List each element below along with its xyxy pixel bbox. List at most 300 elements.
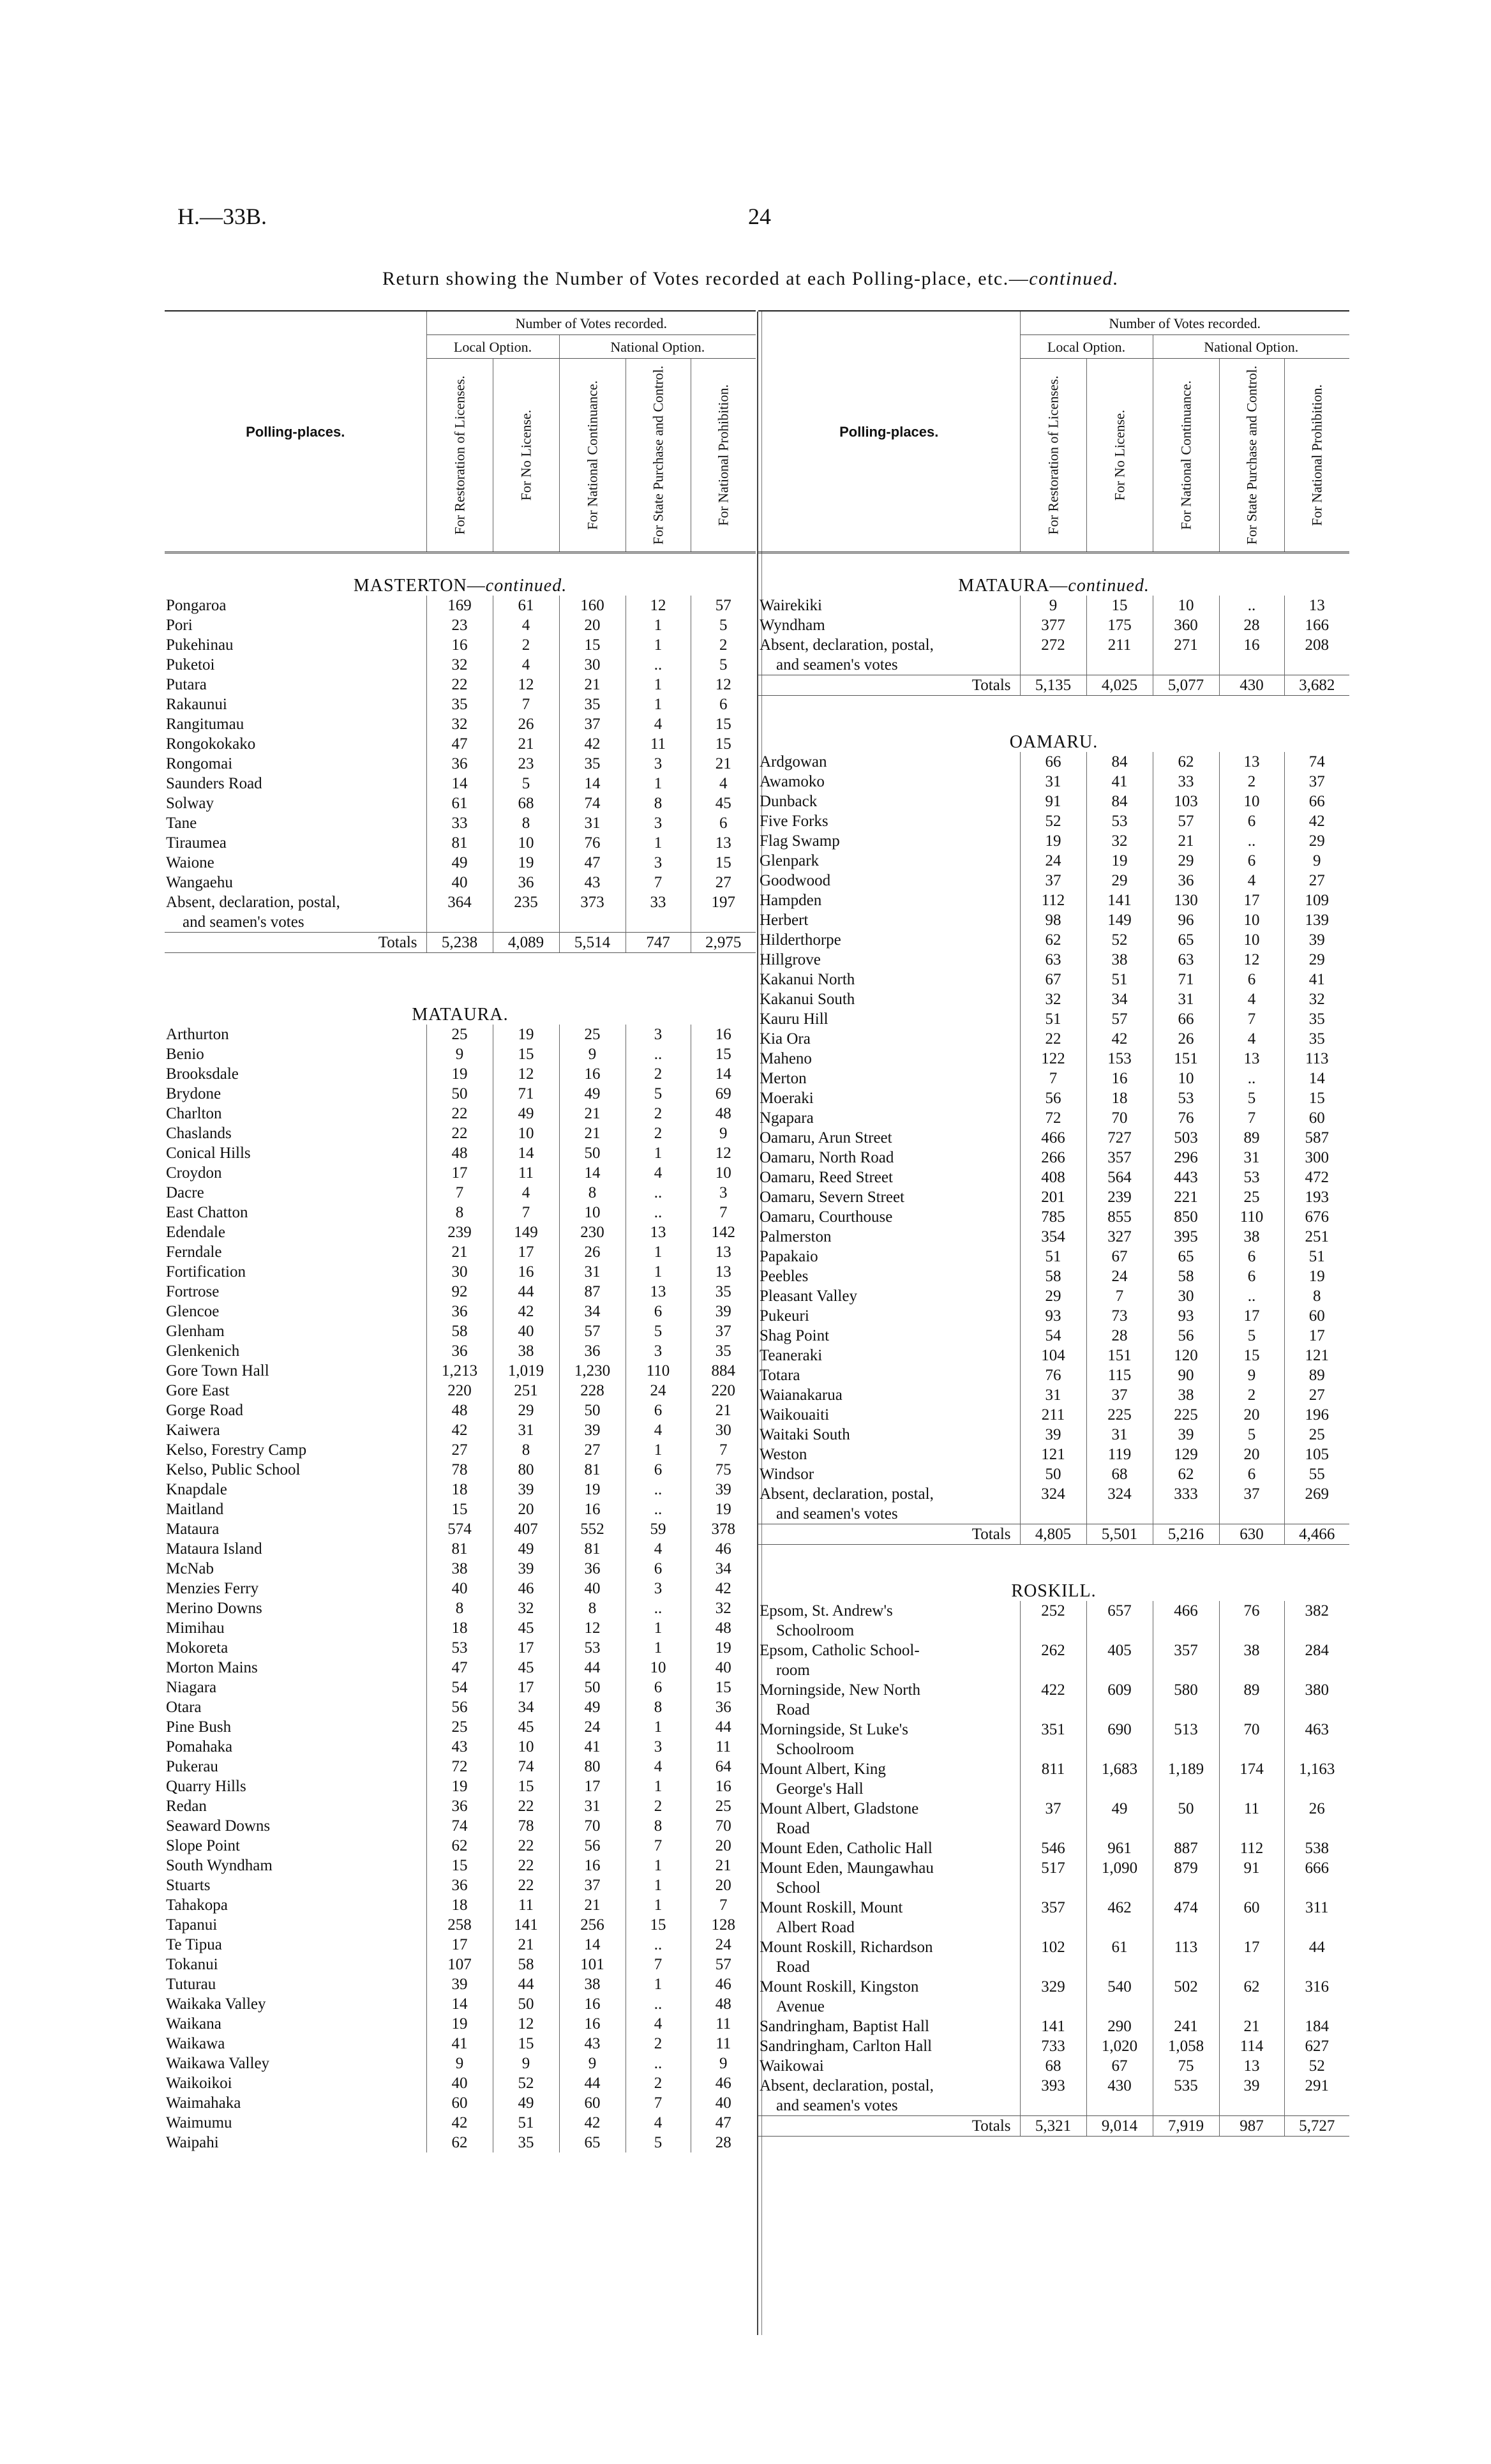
report-reference: H.—33B. xyxy=(177,204,267,229)
vote-count-cell: 1 xyxy=(626,615,691,635)
polling-place-name: Kauru Hill xyxy=(760,1010,828,1028)
vote-count-cell: 52 xyxy=(1284,2056,1349,2076)
polling-place-name: Merton xyxy=(760,1070,807,1087)
vote-count-cell: 13 xyxy=(691,1262,756,1282)
vote-count-cell: 130 xyxy=(1153,890,1219,910)
vote-count-cell: 9 xyxy=(1284,851,1349,871)
vote-count-cell: 2 xyxy=(626,1064,691,1084)
local-option-header: Local Option. xyxy=(426,335,559,359)
vote-count-cell: 32 xyxy=(493,1598,559,1618)
vote-count-cell: 466 xyxy=(1153,1601,1219,1641)
vote-count-cell: 26 xyxy=(559,1242,626,1262)
table-row xyxy=(165,1796,756,1816)
vote-count-cell: 208 xyxy=(1284,635,1349,675)
totals-label xyxy=(758,2116,1020,2137)
table-row xyxy=(165,1955,756,1974)
vote-count-cell: 235 xyxy=(493,892,559,933)
vote-count-cell: 1 xyxy=(626,833,691,853)
vote-count-cell: 16 xyxy=(426,635,493,655)
vote-count-cell: 15 xyxy=(493,1044,559,1064)
polling-place-line-2: Avenue xyxy=(776,1998,825,2015)
vote-count-cell: 1,058 xyxy=(1153,2036,1219,2056)
vote-count-cell: 25 xyxy=(1284,1425,1349,1445)
vote-count-cell: 67 xyxy=(1020,970,1086,989)
vote-count-cell: 65 xyxy=(1153,1247,1219,1266)
vote-count-cell: 49 xyxy=(559,1084,626,1104)
vote-count-cell: 29 xyxy=(1284,950,1349,970)
vote-count-cell: 40 xyxy=(426,873,493,892)
vote-count-cell: 666 xyxy=(1284,1858,1349,1898)
vote-count-cell: 42 xyxy=(1284,811,1349,831)
table-row xyxy=(165,1598,756,1618)
total-value-cell: 630 xyxy=(1219,1524,1284,1545)
table-row xyxy=(758,910,1349,930)
vote-count-cell: 14 xyxy=(493,1143,559,1163)
table-row xyxy=(165,1321,756,1341)
vote-count-cell: 47 xyxy=(426,734,493,754)
vote-count-cell: 300 xyxy=(1284,1148,1349,1168)
vote-count-cell: 8 xyxy=(426,1203,493,1222)
vote-count-cell: 4 xyxy=(626,1163,691,1183)
vote-count-cell: 38 xyxy=(1086,950,1153,970)
vote-count-cell: 96 xyxy=(1153,910,1219,930)
vote-count-cell: 43 xyxy=(559,873,626,892)
table-row xyxy=(165,1143,756,1163)
polling-place-name: Rakaunui xyxy=(166,696,227,713)
vote-count-cell: 42 xyxy=(1086,1029,1153,1049)
table-row xyxy=(758,930,1349,950)
vote-count-cell: 38 xyxy=(1153,1385,1219,1405)
vote-count-cell: 657 xyxy=(1086,1601,1153,1641)
district-continued: continued. xyxy=(1068,576,1150,596)
polling-place-name: Benio xyxy=(166,1046,204,1063)
table-row xyxy=(165,1302,756,1321)
polling-place-name: Waikawa Valley xyxy=(166,2055,270,2072)
vote-count-cell: 7 xyxy=(691,1895,756,1915)
vote-count-cell: 37 xyxy=(1020,871,1086,890)
national-option-header: National Option. xyxy=(559,335,756,359)
district-heading xyxy=(758,553,1349,596)
vote-count-cell: 53 xyxy=(1153,1088,1219,1108)
vote-count-cell: 175 xyxy=(1086,615,1153,635)
vote-count-cell: 21 xyxy=(493,1935,559,1955)
vote-count-cell: .. xyxy=(626,1183,691,1203)
vote-count-cell: 5 xyxy=(493,774,559,793)
vote-count-cell: 513 xyxy=(1153,1720,1219,1759)
vote-count-cell: 21 xyxy=(559,1104,626,1123)
vote-count-cell: 37 xyxy=(559,1875,626,1895)
polling-place-name: Tiraumea xyxy=(166,834,227,852)
polling-place-name: Otara xyxy=(166,1699,202,1716)
vote-count-cell: 58 xyxy=(426,1321,493,1341)
vote-count-cell: 19 xyxy=(493,853,559,873)
vote-count-cell: 8 xyxy=(626,1697,691,1717)
vote-count-cell: 3 xyxy=(626,1025,691,1044)
vote-count-cell: 56 xyxy=(1153,1326,1219,1346)
vote-count-cell: 89 xyxy=(1219,1128,1284,1148)
total-value-cell: 5,135 xyxy=(1020,675,1086,696)
vote-count-cell: 98 xyxy=(1020,910,1086,930)
table-row xyxy=(758,1759,1349,1799)
vote-count-cell: 53 xyxy=(1086,811,1153,831)
vote-count-cell: 10 xyxy=(493,1737,559,1757)
polling-place-name: Merino Downs xyxy=(166,1600,262,1617)
total-value-cell: 3,682 xyxy=(1284,675,1349,696)
vote-count-cell: 4 xyxy=(626,2014,691,2034)
polling-place-name: Tapanui xyxy=(166,1916,218,1934)
vote-count-cell: 13 xyxy=(626,1282,691,1302)
vote-count-cell: 87 xyxy=(559,1282,626,1302)
vote-count-cell: 540 xyxy=(1086,1977,1153,2017)
polling-place-name: Knapdale xyxy=(166,1481,227,1498)
vote-count-cell: 45 xyxy=(493,1717,559,1737)
vote-count-cell: 113 xyxy=(1284,1049,1349,1069)
table-row xyxy=(758,1009,1349,1029)
vote-count-cell: 49 xyxy=(493,1539,559,1559)
vote-count-cell: 84 xyxy=(1086,792,1153,811)
table-row xyxy=(758,1937,1349,1977)
polling-place-name xyxy=(758,1680,1020,1720)
polling-place-name: Quarry Hills xyxy=(166,1778,246,1795)
polling-place-name: Wyndham xyxy=(760,617,825,634)
vote-count-cell: 119 xyxy=(1086,1445,1153,1464)
polling-place-name: Totara xyxy=(760,1367,800,1384)
vote-count-cell: 39 xyxy=(1219,2076,1284,2116)
vote-count-cell: 49 xyxy=(426,853,493,873)
vote-count-cell: 13 xyxy=(691,1242,756,1262)
vote-count-cell: 110 xyxy=(1219,1207,1284,1227)
vote-count-cell: 46 xyxy=(691,1539,756,1559)
vote-count-cell: 7 xyxy=(626,1836,691,1856)
vote-count-cell: 50 xyxy=(559,1401,626,1420)
vote-count-cell: 34 xyxy=(691,1559,756,1579)
vote-count-cell: 36 xyxy=(426,1875,493,1895)
page-number: 24 xyxy=(748,204,771,229)
table-row xyxy=(165,1559,756,1579)
table-row xyxy=(165,1875,756,1895)
vote-count-cell: 52 xyxy=(1086,930,1153,950)
vote-count-cell: 36 xyxy=(426,1796,493,1816)
vote-count-cell: 18 xyxy=(426,1618,493,1638)
vote-count-cell: 19 xyxy=(1086,851,1153,871)
vote-count-cell: 28 xyxy=(1086,1326,1153,1346)
table-row xyxy=(758,772,1349,792)
vote-count-cell: 8 xyxy=(626,1816,691,1836)
vote-count-cell: 8 xyxy=(1284,1286,1349,1306)
vote-count-cell: 57 xyxy=(1153,811,1219,831)
vote-count-cell: 9 xyxy=(493,2054,559,2073)
polling-place-line-1: Mount Roskill, Richardson xyxy=(760,1939,933,1956)
vote-count-cell: 17 xyxy=(1219,890,1284,910)
table-row xyxy=(758,1069,1349,1088)
polling-place-name: Hilderthorpe xyxy=(760,931,841,949)
vote-count-cell: 81 xyxy=(426,833,493,853)
polling-place-name: Croydon xyxy=(166,1164,222,1182)
vote-count-cell: 8 xyxy=(426,1598,493,1618)
vote-count-cell: 93 xyxy=(1153,1306,1219,1326)
vote-count-cell: 2 xyxy=(1219,772,1284,792)
table-row xyxy=(165,1579,756,1598)
table-row xyxy=(758,1207,1349,1227)
vote-count-cell: 8 xyxy=(493,813,559,833)
vote-count-cell: 564 xyxy=(1086,1168,1153,1187)
vote-count-cell: 13 xyxy=(1219,752,1284,772)
vote-count-cell: 50 xyxy=(559,1143,626,1163)
vote-count-cell: 5 xyxy=(626,2133,691,2152)
table-row xyxy=(165,774,756,793)
vote-count-cell: 66 xyxy=(1284,792,1349,811)
vote-count-cell: 40 xyxy=(691,1658,756,1678)
vote-count-cell: 60 xyxy=(559,2093,626,2113)
table-row xyxy=(165,1282,756,1302)
table-row xyxy=(165,2014,756,2034)
vote-count-cell: 1 xyxy=(626,1875,691,1895)
vote-count-cell: 2 xyxy=(1219,1385,1284,1405)
vote-count-cell: 31 xyxy=(559,1262,626,1282)
vote-count-cell: 15 xyxy=(493,1777,559,1796)
vote-count-cell: 7 xyxy=(426,1183,493,1203)
table-row xyxy=(758,1898,1349,1937)
vote-count-cell: 91 xyxy=(1020,792,1086,811)
vote-count-cell: 53 xyxy=(426,1638,493,1658)
polling-place-line-1: Mount Eden, Catholic Hall xyxy=(760,1840,933,1857)
vote-count-cell: 57 xyxy=(691,596,756,615)
vote-count-cell: 17 xyxy=(493,1678,559,1697)
polling-place-name xyxy=(758,1641,1020,1680)
vote-count-cell: 266 xyxy=(1020,1148,1086,1168)
table-row xyxy=(758,1445,1349,1464)
vote-count-cell: 81 xyxy=(559,1539,626,1559)
vote-count-cell: 72 xyxy=(426,1757,493,1777)
table-row xyxy=(165,1361,756,1381)
table-row xyxy=(758,1799,1349,1838)
vote-count-cell: 3 xyxy=(626,1341,691,1361)
table-row xyxy=(165,2034,756,2054)
vote-count-cell: 14 xyxy=(426,1994,493,2014)
polling-place-name: Gorge Road xyxy=(166,1402,244,1419)
vote-count-cell: 22 xyxy=(493,1856,559,1875)
vote-count-cell: 221 xyxy=(1153,1187,1219,1207)
polling-place-name: Awamoko xyxy=(760,773,825,790)
absent-label-line-2: and seamen's votes xyxy=(776,1505,898,1522)
vote-count-cell: 15 xyxy=(691,1678,756,1697)
vote-count-cell: 35 xyxy=(1284,1029,1349,1049)
total-value-cell: 5,216 xyxy=(1153,1524,1219,1545)
table-row xyxy=(165,2113,756,2133)
polling-place-line-2: Schoolroom xyxy=(776,1622,855,1639)
vote-count-cell: 1,020 xyxy=(1086,2036,1153,2056)
vote-count-cell: 32 xyxy=(1020,989,1086,1009)
vote-count-cell: 4 xyxy=(626,1420,691,1440)
vote-count-cell: 35 xyxy=(559,754,626,774)
vote-count-cell: 64 xyxy=(691,1757,756,1777)
polling-place-name: Wangaehu xyxy=(166,874,233,891)
vote-count-cell: 373 xyxy=(559,892,626,933)
vote-count-cell: 196 xyxy=(1284,1405,1349,1425)
table-row xyxy=(165,1895,756,1915)
table-row xyxy=(165,1163,756,1183)
vote-count-cell: 160 xyxy=(559,596,626,615)
vote-count-cell: 8 xyxy=(559,1598,626,1618)
vote-count-cell: 3 xyxy=(626,754,691,774)
vote-count-cell: 27 xyxy=(691,873,756,892)
table-row xyxy=(758,1405,1349,1425)
polling-place-name: Kelso, Public School xyxy=(166,1461,301,1478)
vote-count-cell: 21 xyxy=(493,734,559,754)
vote-count-cell: 351 xyxy=(1020,1720,1086,1759)
vote-count-cell: 121 xyxy=(1020,1445,1086,1464)
polling-place-name: Brydone xyxy=(166,1085,221,1102)
vote-count-cell: 1 xyxy=(626,675,691,695)
vote-count-cell: 8 xyxy=(559,1183,626,1203)
no-license-column-header: For No License. xyxy=(493,359,559,553)
vote-count-cell: 5 xyxy=(626,1084,691,1104)
vote-count-cell: 9 xyxy=(426,1044,493,1064)
vote-count-cell: 67 xyxy=(1086,1247,1153,1266)
vote-count-cell: 38 xyxy=(1219,1227,1284,1247)
total-value-cell: 987 xyxy=(1219,2116,1284,2137)
vote-count-cell: 121 xyxy=(1284,1346,1349,1365)
polling-place-name xyxy=(758,2017,1020,2036)
vote-count-cell: 54 xyxy=(426,1678,493,1697)
vote-count-cell: 10 xyxy=(691,1163,756,1183)
vote-count-cell: 17 xyxy=(426,1935,493,1955)
polling-place-line-2: George's Hall xyxy=(776,1780,864,1798)
polling-places-header: Polling-places. xyxy=(758,311,1020,553)
vote-count-cell: 49 xyxy=(493,1104,559,1123)
polling-place-name: Brooksdale xyxy=(166,1065,239,1083)
vote-count-cell: 211 xyxy=(1086,635,1153,675)
vote-count-cell: 4 xyxy=(493,615,559,635)
vote-count-cell: 65 xyxy=(559,2133,626,2152)
continuance-column-header: For National Continuance. xyxy=(559,359,626,553)
table-row xyxy=(758,1601,1349,1641)
polling-place-name: Glencoe xyxy=(166,1303,220,1320)
vote-count-cell: 850 xyxy=(1153,1207,1219,1227)
vote-count-cell: 19 xyxy=(426,1064,493,1084)
vote-count-cell: 251 xyxy=(1284,1227,1349,1247)
vote-count-cell: 15 xyxy=(1219,1346,1284,1365)
polling-place-name: Moeraki xyxy=(760,1090,814,1107)
vote-count-cell: 5 xyxy=(1219,1326,1284,1346)
vote-count-cell: 66 xyxy=(1153,1009,1219,1029)
totals-text: Totals xyxy=(971,2117,1011,2135)
vote-count-cell: 33 xyxy=(426,813,493,833)
polling-place-line-1: Mount Roskill, Mount xyxy=(760,1899,903,1916)
vote-count-cell: 13 xyxy=(626,1222,691,1242)
vote-count-cell: 29 xyxy=(493,1401,559,1420)
vote-count-cell: 75 xyxy=(691,1460,756,1480)
vote-count-cell: 10 xyxy=(1219,930,1284,950)
vote-count-cell: 1,683 xyxy=(1086,1759,1153,1799)
vote-count-cell: 10 xyxy=(559,1203,626,1222)
polling-place-name: Gore Town Hall xyxy=(166,1362,269,1379)
absent-votes-row xyxy=(758,635,1349,675)
vote-count-cell: 42 xyxy=(426,2113,493,2133)
right-votes-table xyxy=(758,310,1349,2137)
table-row xyxy=(758,851,1349,871)
vote-count-cell: 10 xyxy=(493,1123,559,1143)
vote-count-cell: 22 xyxy=(493,1875,559,1895)
table-row xyxy=(758,1148,1349,1168)
vote-count-cell: .. xyxy=(626,1480,691,1499)
vote-count-cell: 11 xyxy=(493,1163,559,1183)
vote-count-cell: 110 xyxy=(626,1361,691,1381)
vote-count-cell: 166 xyxy=(1284,615,1349,635)
vote-count-cell: 31 xyxy=(559,813,626,833)
vote-count-cell: 4 xyxy=(493,655,559,675)
vote-count-cell: 15 xyxy=(691,734,756,754)
vote-count-cell: 17 xyxy=(1219,1306,1284,1326)
vote-count-cell: 6 xyxy=(691,813,756,833)
vote-count-cell: 55 xyxy=(1284,1464,1349,1484)
vote-count-cell: 21 xyxy=(1219,2017,1284,2036)
page-title xyxy=(189,268,1312,290)
vote-count-cell: .. xyxy=(1219,831,1284,851)
vote-count-cell: 58 xyxy=(1020,1266,1086,1286)
vote-count-cell: 49 xyxy=(493,2093,559,2113)
table-row xyxy=(165,793,756,813)
table-row xyxy=(758,811,1349,831)
vote-count-cell: 2 xyxy=(626,2073,691,2093)
vote-count-cell: 19 xyxy=(1020,831,1086,851)
polling-place-name: Edendale xyxy=(166,1224,226,1241)
vote-count-cell: 42 xyxy=(559,2113,626,2133)
vote-count-cell: 54 xyxy=(1020,1326,1086,1346)
total-value-cell: 4,466 xyxy=(1284,1524,1349,1545)
vote-count-cell: 101 xyxy=(559,1955,626,1974)
vote-count-cell: 21 xyxy=(559,1895,626,1915)
table-row xyxy=(165,1341,756,1361)
vote-count-cell: 6 xyxy=(1219,1247,1284,1266)
total-value-cell: 430 xyxy=(1219,675,1284,696)
vote-count-cell: 61 xyxy=(1086,1937,1153,1977)
vote-count-cell: 18 xyxy=(426,1480,493,1499)
vote-count-cell: 42 xyxy=(493,1302,559,1321)
vote-count-cell: 5 xyxy=(1219,1425,1284,1445)
total-value-cell: 747 xyxy=(626,933,691,953)
table-row xyxy=(758,1128,1349,1148)
table-row xyxy=(165,1084,756,1104)
vote-count-cell: 112 xyxy=(1020,890,1086,910)
vote-count-cell: 41 xyxy=(559,1737,626,1757)
vote-count-cell: 1 xyxy=(626,1638,691,1658)
table-row xyxy=(758,970,1349,989)
vote-count-cell: 25 xyxy=(691,1796,756,1816)
national-option-header: National Option. xyxy=(1153,335,1349,359)
district-name: ROSKILL. xyxy=(1011,1581,1097,1601)
polling-place-name: Pine Bush xyxy=(166,1718,232,1736)
vote-count-cell: 29 xyxy=(1153,851,1219,871)
vote-count-cell: 378 xyxy=(691,1519,756,1539)
vote-count-cell: 10 xyxy=(1153,1069,1219,1088)
vote-count-cell: 20 xyxy=(1219,1445,1284,1464)
vote-count-cell: 4 xyxy=(626,714,691,734)
vote-count-cell: 39 xyxy=(426,1974,493,1994)
vote-count-cell: 8 xyxy=(493,1440,559,1460)
vote-count-cell: 17 xyxy=(493,1638,559,1658)
absent-votes-row xyxy=(165,892,756,933)
table-row xyxy=(165,1440,756,1460)
vote-count-cell: 393 xyxy=(1020,2076,1086,2116)
vote-count-cell: 51 xyxy=(1020,1247,1086,1266)
table-row xyxy=(758,1326,1349,1346)
total-value-cell: 5,077 xyxy=(1153,675,1219,696)
district-heading xyxy=(758,710,1349,752)
polling-place-name: Dunback xyxy=(760,793,818,810)
vote-count-cell: 68 xyxy=(493,793,559,813)
table-row xyxy=(165,1242,756,1262)
